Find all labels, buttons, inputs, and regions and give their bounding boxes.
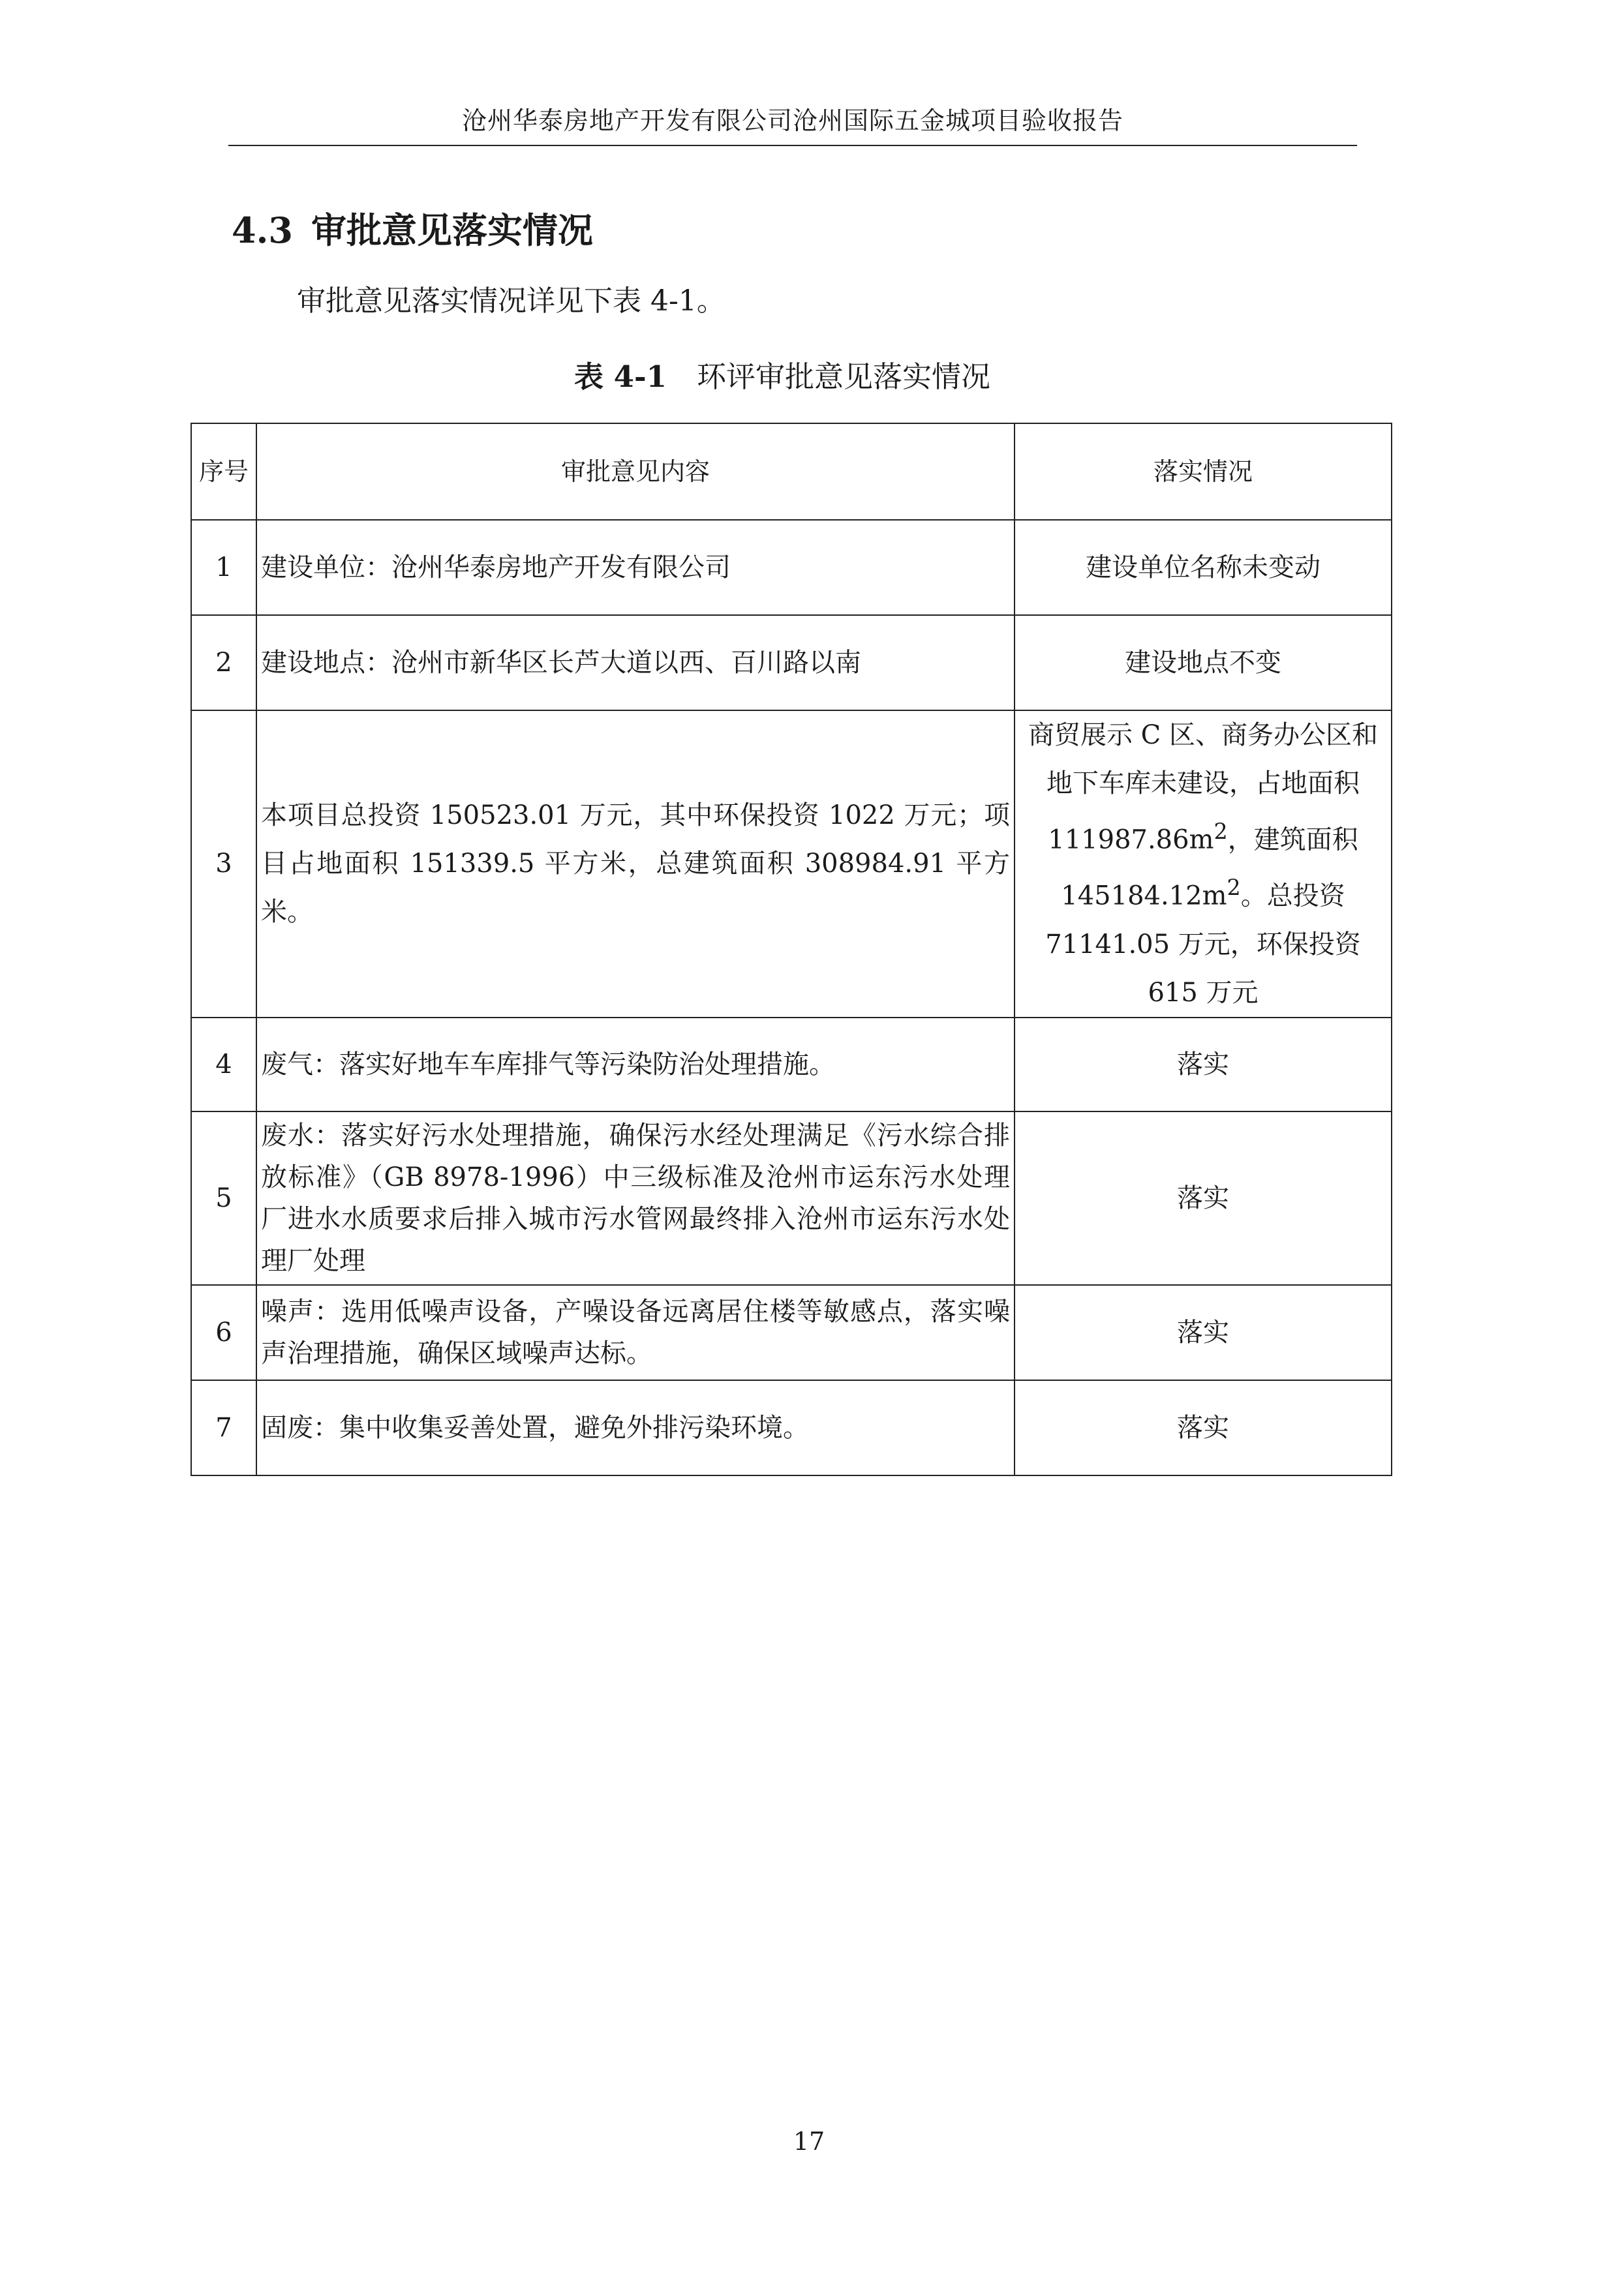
row-content: 固废：集中收集妥善处置，避免外排污染环境。	[256, 1380, 1015, 1475]
status-text-part: ，建筑面积 145184.12m	[1061, 824, 1358, 911]
row-status: 落实	[1015, 1111, 1392, 1285]
status-text-part: 。总投资 71141.05 万元，环保投资 615 万元	[1045, 881, 1361, 1008]
row-content: 建设单位：沧州华泰房地产开发有限公司	[256, 520, 1015, 615]
table-row	[191, 710, 1392, 1018]
table-caption	[574, 357, 990, 397]
row-content: 建设地点：沧州市新华区长芦大道以西、百川路以南	[256, 615, 1015, 710]
row-status: 落实	[1015, 1018, 1392, 1111]
row-seq: 5	[191, 1111, 256, 1285]
row-seq: 1	[191, 520, 256, 615]
row-status	[1015, 710, 1392, 1018]
row-content: 废水：落实好污水处理措施，确保污水经处理满足《污水综合排放标准》（GB 8978-1996）中三级标准及沧州市运东污水处理厂进水水质要求后排入城市污水管网最终排入沧州市运东污水处理厂处理	[256, 1111, 1015, 1285]
section-title: 审批意见落实情况	[311, 209, 593, 251]
row-seq: 3	[191, 710, 256, 1018]
status-text-part: 商贸展示 C 区、商务办公区和地下车库未建设，占地面积 111987.86m	[1028, 720, 1379, 855]
approval-opinions-table	[191, 423, 1392, 1476]
table-row	[191, 1111, 1392, 1285]
header-content: 审批意见内容	[256, 423, 1015, 520]
header-seq: 序号	[191, 423, 256, 520]
table-row	[191, 520, 1392, 615]
row-status: 落实	[1015, 1380, 1392, 1475]
row-content: 噪声：选用低噪声设备，产噪设备远离居住楼等敏感点，落实噪声治理措施，确保区域噪声达标。	[256, 1285, 1015, 1380]
page-header: 沧州华泰房地产开发有限公司沧州国际五金城项目验收报告	[461, 106, 1123, 135]
table-header-row	[191, 423, 1392, 520]
row-content: 废气：落实好地车车库排气等污染防治处理措施。	[256, 1018, 1015, 1111]
page-number: 17	[793, 2127, 825, 2156]
section-number: 4.3	[232, 209, 293, 251]
header-divider	[228, 145, 1357, 146]
row-seq: 6	[191, 1285, 256, 1380]
section-heading	[232, 207, 593, 253]
row-seq: 2	[191, 615, 256, 710]
superscript-2: 2	[1214, 819, 1228, 844]
table-caption-title: 环评审批意见落实情况	[696, 359, 990, 394]
intro-paragraph: 审批意见落实情况详见下表 4-1。	[297, 284, 725, 318]
table-caption-number: 表 4-1	[574, 359, 667, 394]
table-row	[191, 1380, 1392, 1475]
row-status: 建设单位名称未变动	[1015, 520, 1392, 615]
row-seq: 7	[191, 1380, 256, 1475]
row-status: 建设地点不变	[1015, 615, 1392, 710]
header-status: 落实情况	[1015, 423, 1392, 520]
row-status: 落实	[1015, 1285, 1392, 1380]
table-row	[191, 1285, 1392, 1380]
row-seq: 4	[191, 1018, 256, 1111]
table-row	[191, 615, 1392, 710]
table-row	[191, 1018, 1392, 1111]
row-content: 本项目总投资 150523.01 万元，其中环保投资 1022 万元；项目占地面积 151339.5 平方米，总建筑面积 308984.91 平方米。	[256, 710, 1015, 1018]
superscript-2: 2	[1227, 875, 1241, 901]
